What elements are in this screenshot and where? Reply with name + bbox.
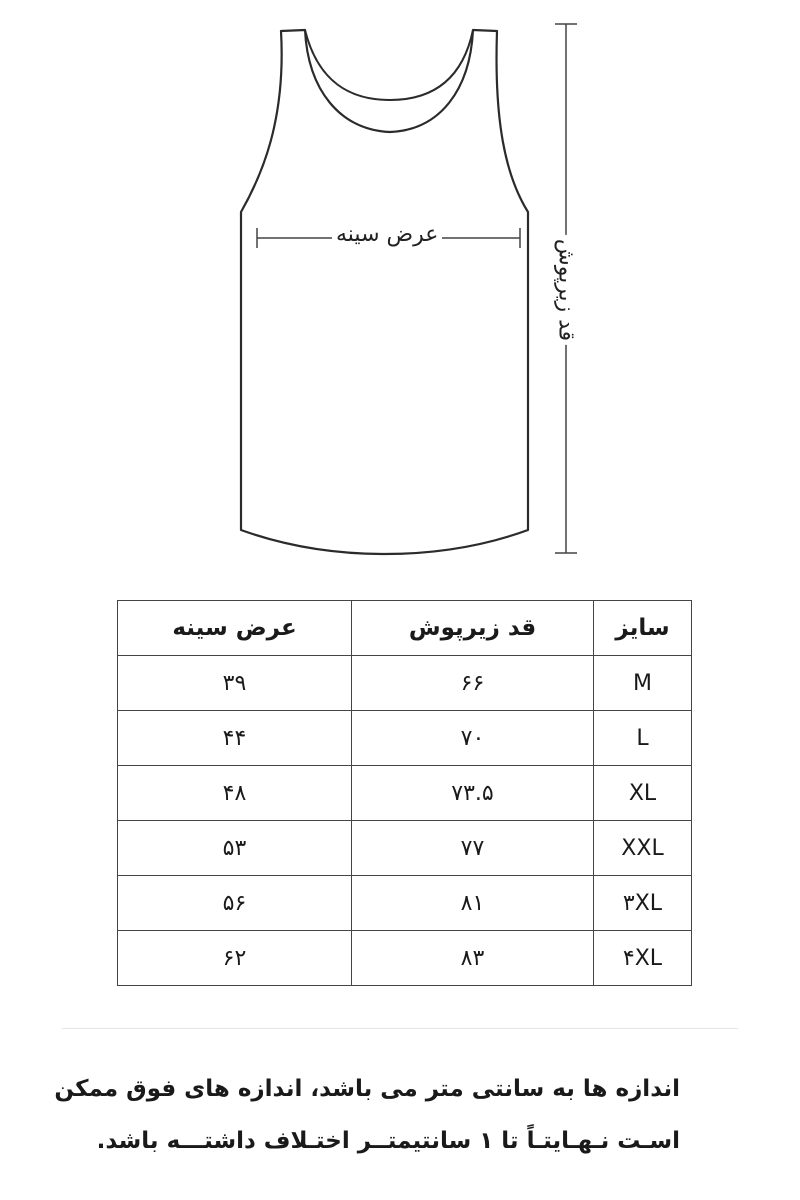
table-header-row bbox=[118, 601, 692, 656]
cell-height: ۶۶ bbox=[352, 656, 594, 711]
note-line-2: اسـت نـهـایتـاً تا ۱ سانتیمتــر اختـلاف داشتـــه باشد. bbox=[96, 1128, 680, 1154]
table-row bbox=[118, 931, 692, 986]
header-height: قد زیرپوش bbox=[352, 601, 594, 656]
garment-height-label: قد زیرپوش bbox=[554, 235, 579, 345]
header-size: سایز bbox=[594, 601, 692, 656]
cell-height: ۷۳.۵ bbox=[352, 766, 594, 821]
size-diagram bbox=[0, 0, 800, 580]
cell-chest: ۳۹ bbox=[118, 656, 352, 711]
chest-width-label: عرض سینه bbox=[332, 222, 442, 247]
divider bbox=[62, 1028, 738, 1029]
tank-top-body bbox=[241, 30, 528, 554]
header-chest: عرض سینه bbox=[118, 601, 352, 656]
cell-size: XL bbox=[594, 766, 692, 821]
neckline-outer bbox=[305, 30, 473, 100]
size-table bbox=[117, 600, 692, 986]
cell-size: L bbox=[594, 711, 692, 766]
cell-chest: ۴۸ bbox=[118, 766, 352, 821]
cell-size: XXL bbox=[594, 821, 692, 876]
note-line-1: اندازه ها به سانتی متر می باشد، اندازه های فوق ممکن bbox=[54, 1076, 680, 1102]
cell-size: ۴XL bbox=[594, 931, 692, 986]
table-row bbox=[118, 711, 692, 766]
table-row bbox=[118, 821, 692, 876]
tank-top-outline bbox=[0, 0, 800, 580]
cell-height: ۸۱ bbox=[352, 876, 594, 931]
table-row bbox=[118, 876, 692, 931]
cell-chest: ۵۳ bbox=[118, 821, 352, 876]
cell-size: ۳XL bbox=[594, 876, 692, 931]
cell-chest: ۵۶ bbox=[118, 876, 352, 931]
cell-height: ۷۰ bbox=[352, 711, 594, 766]
cell-height: ۷۷ bbox=[352, 821, 594, 876]
cell-height: ۸۳ bbox=[352, 931, 594, 986]
table-row bbox=[118, 656, 692, 711]
cell-size: M bbox=[594, 656, 692, 711]
cell-chest: ۶۲ bbox=[118, 931, 352, 986]
cell-chest: ۴۴ bbox=[118, 711, 352, 766]
table-row bbox=[118, 766, 692, 821]
